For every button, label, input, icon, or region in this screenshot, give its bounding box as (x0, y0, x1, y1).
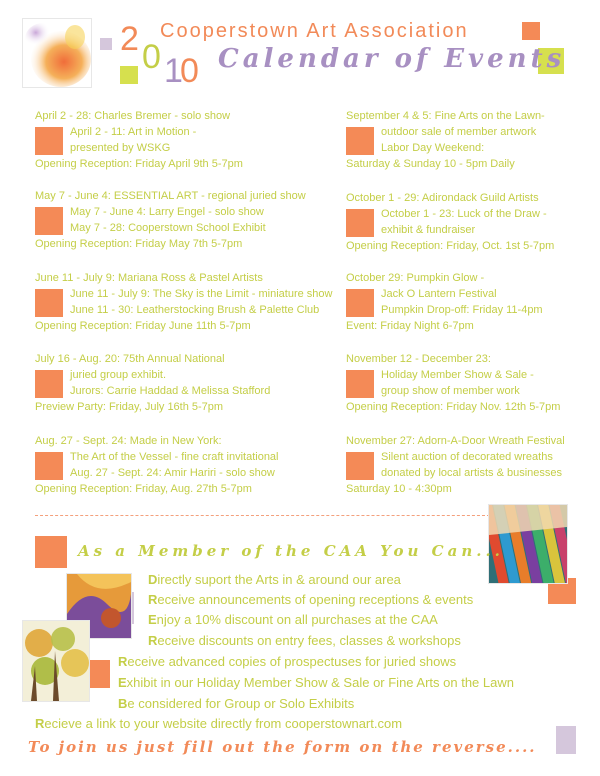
event-line: Saturday & Sunday 10 - 5pm Daily (346, 158, 515, 170)
benefit-item: Directly suport the Arts in & around our area (148, 572, 401, 587)
event-block (346, 190, 554, 254)
event-block (346, 270, 543, 334)
decor-square (522, 22, 540, 40)
event-line: Opening Reception: Friday April 9th 5-7pm (35, 158, 243, 170)
event-line: Opening Reception: Friday Nov. 12th 5-7pm (346, 401, 561, 413)
event-line: Jurors: Carrie Haddad & Melissa Stafford (70, 385, 271, 397)
join-note: To join us just fill out the form on the reverse.... (28, 738, 537, 756)
event-line: October 1 - 23: Luck of the Draw - (381, 208, 547, 220)
event-line: June 11 - 30: Leatherstocking Brush & Palette Club (70, 304, 320, 316)
event-line: Silent auction of decorated wreaths (381, 451, 553, 463)
year-digit: 0 (180, 52, 199, 90)
event-line: June 11 - July 9: Mariana Ross & Pastel Artists (35, 272, 263, 284)
event-block (346, 351, 560, 415)
event-line: Opening Reception: Friday May 7th 5-7pm (35, 238, 243, 250)
event-line: July 16 - Aug. 20: 75th Annual National (35, 353, 225, 365)
member-heading: As a Member of the CAA You Can... (78, 542, 504, 560)
benefit-item: Enjoy a 10% discount on all purchases at the CAA (148, 612, 438, 627)
event-line: Pumpkin Drop-off: Friday 11-4pm (381, 304, 543, 316)
benefit-item: Receive announcements of opening receptions & events (148, 592, 474, 607)
event-line: Holiday Member Show & Sale - (381, 369, 534, 381)
event-block (35, 433, 279, 497)
year-digit: 0 (142, 38, 161, 76)
event-line: Jack O Lantern Festival (381, 288, 497, 300)
event-block (35, 108, 243, 172)
event-line: outdoor sale of member artwork (381, 126, 537, 138)
event-line: Opening Reception: Friday, Aug. 27th 5-7pm (35, 483, 252, 495)
year-digit: 2 (120, 20, 139, 58)
year-digit: 1 (164, 52, 183, 90)
event-line: The Art of the Vessel - fine craft invitational (70, 451, 279, 463)
page-title: Cooperstown Art Association (160, 20, 469, 42)
event-line: juried group exhibit. (70, 369, 167, 381)
event-line: Opening Reception: Friday, Oct. 1st 5-7pm (346, 240, 555, 252)
event-line: April 2 - 11: Art in Motion - (70, 126, 197, 138)
page-subtitle: Calendar of Events (218, 44, 566, 74)
event-line: October 29: Pumpkin Glow - (346, 272, 485, 284)
event-line: May 7 - June 4: ESSENTIAL ART - regional juried show (35, 190, 306, 202)
event-line: September 4 & 5: Fine Arts on the Lawn- (346, 110, 545, 122)
event-line: Preview Party: Friday, July 16th 5-7pm (35, 401, 224, 413)
watercolor-image (22, 18, 92, 88)
decor-square (100, 38, 112, 50)
benefit-item: Be considered for Group or Solo Exhibits (118, 696, 355, 711)
benefit-item: Receive advanced copies of prospectuses for juried shows (118, 654, 457, 669)
event-line: May 7 - 28: Cooperstown School Exhibit (70, 222, 266, 234)
event-line: presented by WSKG (70, 142, 171, 154)
event-line: November 27: Adorn-A-Door Wreath Festival (346, 435, 565, 447)
event-line: October 1 - 29: Adirondack Guild Artists (346, 192, 539, 204)
event-block (35, 270, 332, 334)
event-block (35, 188, 306, 252)
event-line: exhibit & fundraiser (381, 224, 476, 236)
benefit-item: Exhibit in our Holiday Member Show & Sale or Fine Arts on the Lawn (118, 675, 514, 690)
dashed-divider (35, 515, 490, 516)
event-line: Event: Friday Night 6-7pm (346, 320, 474, 332)
event-line: November 12 - December 23: (346, 353, 491, 365)
event-line: group show of member work (381, 385, 520, 397)
event-line: June 11 - July 9: The Sky is the Limit - miniature show (70, 288, 333, 300)
event-block (346, 108, 545, 172)
event-block (346, 433, 565, 497)
decor-square (556, 726, 576, 754)
event-line: Opening Reception: Friday June 11th 5-7pm (35, 320, 251, 332)
event-line: Labor Day Weekend: (381, 142, 485, 154)
event-line: May 7 - June 4: Larry Engel - solo show (70, 206, 264, 218)
event-block (35, 351, 270, 415)
decor-square (35, 536, 67, 568)
benefit-item: Receive discounts on entry fees, classes & workshops (148, 633, 461, 648)
autumn-trees-image (22, 620, 90, 702)
event-line: donated by local artists & businesses (381, 467, 562, 479)
decor-square (120, 66, 138, 84)
event-line: Aug. 27 - Sept. 24: Amir Hariri - solo show (70, 467, 275, 479)
event-line: April 2 - 28: Charles Bremer - solo show (35, 110, 231, 122)
event-line: Saturday 10 - 4:30pm (346, 483, 452, 495)
benefit-item: Recieve a link to your website directly from cooperstownart.com (35, 716, 403, 731)
event-line: Aug. 27 - Sept. 24: Made in New York: (35, 435, 222, 447)
